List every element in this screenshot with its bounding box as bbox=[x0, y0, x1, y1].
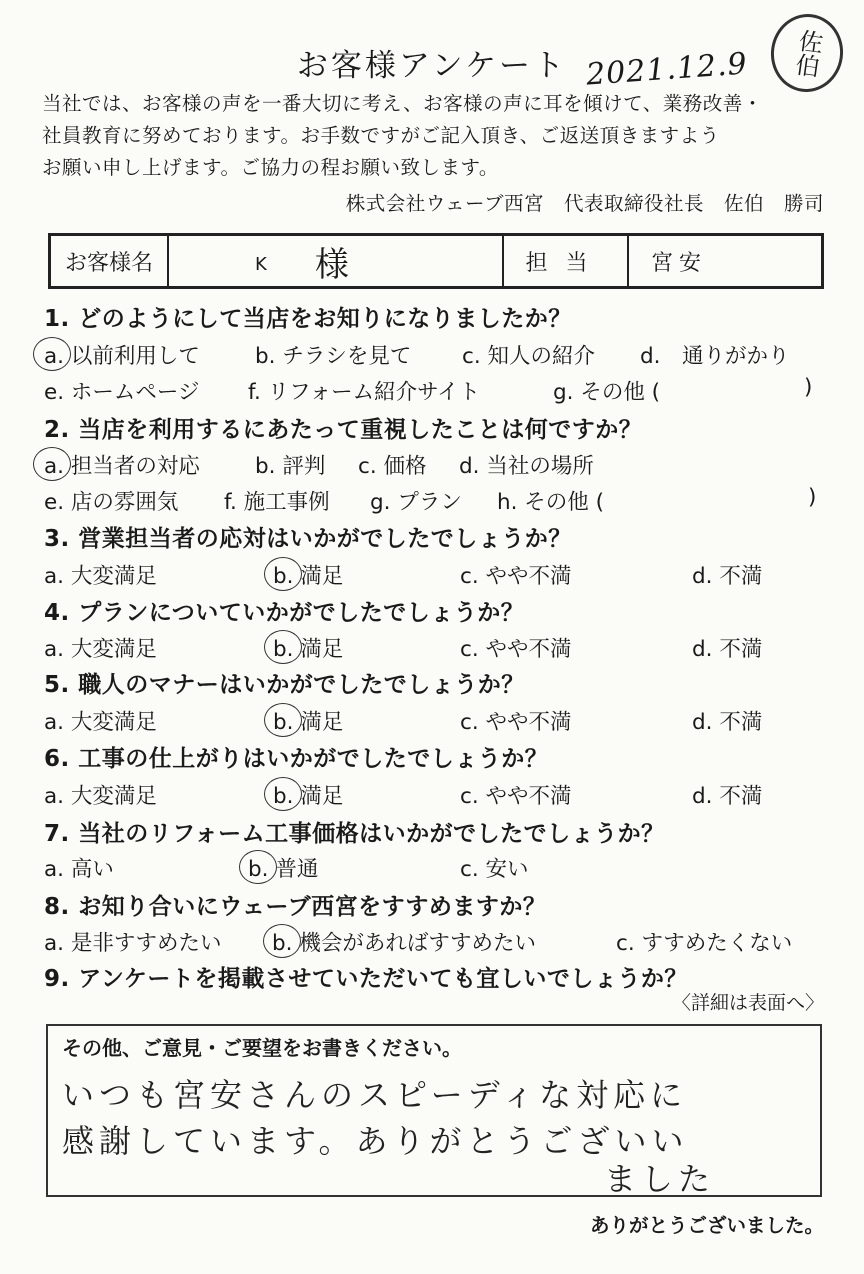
q3-option-b: b. 満足 bbox=[273, 564, 344, 589]
q4-option-d: d. 不満 bbox=[692, 637, 763, 662]
q5-option-d: d. 不満 bbox=[692, 710, 763, 735]
q1-option-e: e. ホームページ bbox=[44, 380, 200, 405]
handwritten-date: 2021.12.9 bbox=[584, 46, 749, 93]
customer-honorific: 様 bbox=[314, 244, 349, 285]
q8-option-b: b. 機会があればすすめたい bbox=[272, 931, 537, 956]
q1-option-b: b. チラシを見て bbox=[255, 344, 412, 369]
q6-option-c: c. やや不満 bbox=[460, 784, 572, 809]
question-1: 1. どのようにして当店をお知りになりましたか？ bbox=[44, 306, 572, 332]
q7-option-b: b. 普通 bbox=[248, 857, 319, 882]
intro-text bbox=[42, 88, 842, 184]
q1-option-g: g. その他 ( bbox=[553, 380, 661, 405]
q2-option-h: h. その他 ( bbox=[497, 490, 605, 515]
q6-option-d: d. 不満 bbox=[692, 784, 763, 809]
q7-option-a: a. 高い bbox=[44, 857, 114, 882]
handwritten-comment-line: 感謝しています。ありがとうございい bbox=[62, 1122, 689, 1160]
intro-line: お願い申し上げます。ご協力の程お願い致します。 bbox=[42, 156, 499, 179]
customer-name-label: お客様名 bbox=[51, 236, 169, 286]
q5-option-b: b. 満足 bbox=[273, 710, 344, 735]
intro-line: 社員教育に努めております。お手数ですがご記入頂き、ご返送頂きますよう bbox=[42, 124, 720, 147]
q3-option-d: d. 不満 bbox=[692, 564, 763, 589]
intro-line: 当社では、お客様の声を一番大切に考え、お客様の声に耳を傾けて、業務改善・ bbox=[42, 92, 763, 115]
handwritten-comment-line: ました bbox=[604, 1160, 716, 1198]
q2-option-f: f. 施工事例 bbox=[224, 490, 330, 515]
q3-option-c: c. やや不満 bbox=[460, 564, 572, 589]
survey-title: お客様アンケート bbox=[296, 48, 568, 84]
q8-option-a: a. 是非すすめたい bbox=[44, 931, 222, 956]
q2-option-c: c. 価格 bbox=[358, 454, 427, 479]
q2-option-g: g. プラン bbox=[370, 490, 462, 515]
q4-option-c: c. やや不満 bbox=[460, 637, 572, 662]
customer-name-field bbox=[169, 236, 504, 286]
question-6: 6. 工事の仕上がりはいかがでしたでしょうか？ bbox=[44, 746, 549, 772]
q3-option-a: a. 大変満足 bbox=[44, 564, 157, 589]
staff-name: 宮安 bbox=[651, 250, 708, 276]
question-8: 8. お知り合いにウェーブ西宮をすすめますか？ bbox=[44, 894, 547, 920]
q2-option-d: d. 当社の場所 bbox=[459, 454, 594, 479]
q5-option-a: a. 大変満足 bbox=[44, 710, 157, 735]
q7-option-c: c. 安い bbox=[460, 857, 529, 882]
q2-other-close: ) bbox=[808, 485, 817, 510]
staff-label: 担当 bbox=[504, 236, 629, 286]
customer-info-table bbox=[48, 233, 824, 289]
q1-option-a: a. 以前利用して bbox=[44, 344, 200, 369]
closing-thanks: ありがとうございました。 bbox=[589, 1214, 824, 1237]
q9-details-note: 〈詳細は表面へ〉 bbox=[671, 992, 824, 1014]
q6-option-b: b. 満足 bbox=[273, 784, 344, 809]
comment-box bbox=[46, 1024, 822, 1197]
q1-other-close: ) bbox=[804, 375, 813, 400]
q1-option-f: f. リフォーム紹介サイト bbox=[248, 380, 481, 405]
q2-option-b: b. 評判 bbox=[255, 454, 326, 479]
question-3: 3. 営業担当者の応対はいかがでしたでしょうか？ bbox=[44, 526, 572, 552]
q2-option-e: e. 店の雰囲気 bbox=[44, 490, 179, 515]
question-2: 2. 当店を利用するにあたって重視したことは何ですか？ bbox=[44, 417, 643, 443]
q4-option-b: b. 満足 bbox=[273, 637, 344, 662]
q5-option-c: c. やや不満 bbox=[460, 710, 572, 735]
q1-option-d: d. 通りがかり bbox=[640, 344, 790, 369]
q1-option-c: c. 知人の紹介 bbox=[462, 344, 595, 369]
q6-option-a: a. 大変満足 bbox=[44, 784, 157, 809]
received-seal-stamp: 佐伯 bbox=[766, 9, 848, 96]
q4-option-a: a. 大変満足 bbox=[44, 637, 157, 662]
question-7: 7. 当社のリフォーム工事価格はいかがでしたでしょうか？ bbox=[44, 821, 665, 847]
question-5: 5. 職人のマナーはいかがでしたでしょうか？ bbox=[44, 672, 525, 698]
comment-label: その他、ご意見・ご要望をお書きください。 bbox=[62, 1036, 462, 1060]
customer-initial: K bbox=[255, 253, 267, 275]
q8-option-c: c. すすめたくない bbox=[616, 931, 793, 956]
question-9: 9. アンケートを掲載させていただいても宜しいでしょうか？ bbox=[44, 966, 688, 992]
q2-option-a: a. 担当者の対応 bbox=[44, 454, 200, 479]
question-4: 4. プランについていかがでしたでしょうか？ bbox=[44, 600, 525, 626]
company-signature: 株式会社ウェーブ西宮 代表取締役社長 佐伯 勝司 bbox=[345, 192, 824, 215]
handwritten-comment-line: いつも宮安さんのスピーディな対応に bbox=[62, 1076, 688, 1114]
